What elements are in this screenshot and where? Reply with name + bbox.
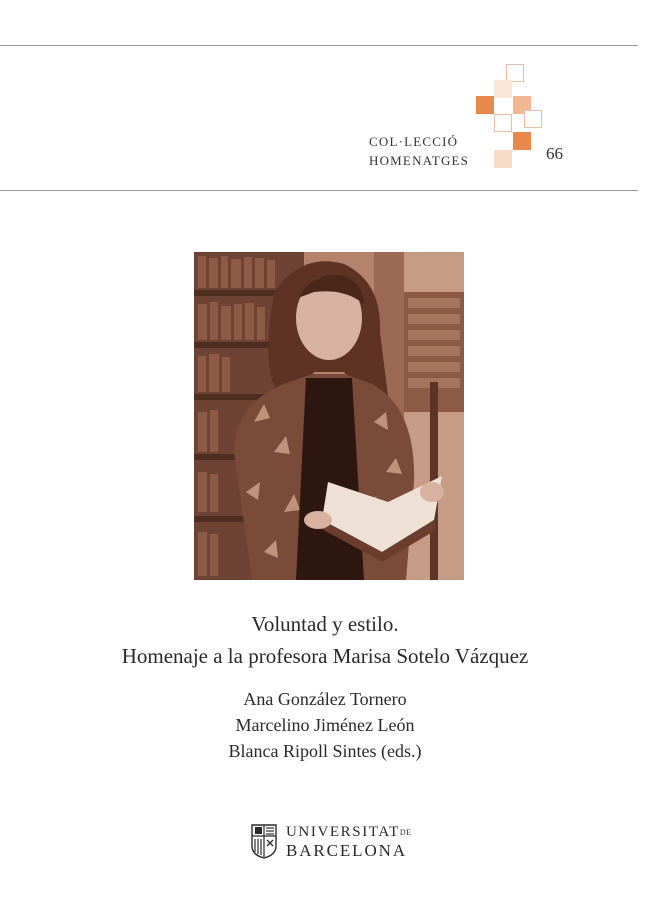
- editor-name: Marcelino Jiménez León: [235, 715, 415, 735]
- university-shield-icon: [251, 824, 277, 859]
- editor-name: Ana González Tornero: [243, 689, 407, 709]
- book-title-line1: Voluntad y estilo.: [251, 612, 399, 636]
- bottom-rule: [0, 190, 638, 191]
- publisher-name-line1: [286, 824, 412, 841]
- publisher-name-line2: BARCELONA: [286, 841, 407, 860]
- book-title-line2: Homenaje a la profesora Marisa Sotelo Vázquez: [121, 644, 529, 668]
- cover-photo: [194, 252, 464, 580]
- series-number: 66: [546, 144, 563, 163]
- publisher-university-word: UNIVERSITAT: [286, 824, 400, 840]
- series-line1: COL·LECCIÓ: [369, 134, 459, 149]
- series-line2: HOMENATGES: [369, 153, 470, 168]
- series-name: [369, 132, 469, 170]
- top-rule: [0, 45, 638, 46]
- publisher-de-word: DE: [399, 828, 412, 837]
- publisher-logo: [251, 824, 421, 864]
- decorative-squares-icon: [474, 62, 544, 172]
- editor-name: Blanca Ripoll Sintes (eds.): [228, 741, 422, 761]
- editors-list: [0, 686, 650, 764]
